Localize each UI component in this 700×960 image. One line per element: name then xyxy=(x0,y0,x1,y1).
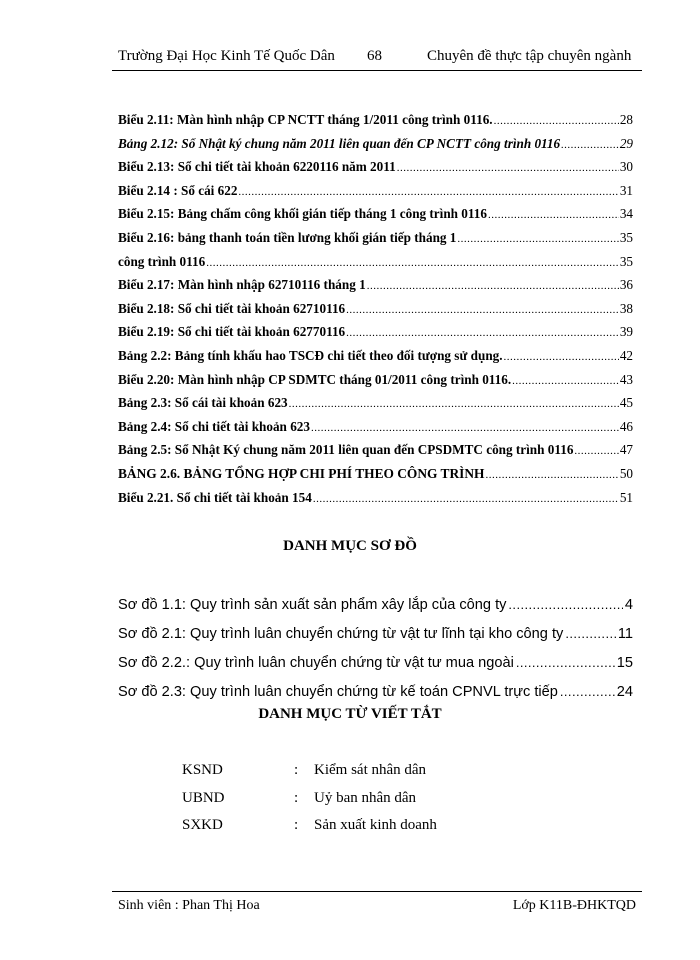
footer-divider xyxy=(112,891,642,892)
toc-entry: Biểu 2.16: bảng thanh toán tiền lương khối gián tiếp tháng 1 ..... 35 xyxy=(118,230,633,254)
abbreviation-row xyxy=(182,817,437,845)
toc-entry: Biểu 2.20: Màn hình nhập CP SDMTC tháng 01/2011 công trình 0116. ..... 43 xyxy=(118,372,633,396)
toc-entry: BẢNG 2.6. BẢNG TỔNG HỢP CHI PHÍ THEO CÔNG TRÌNH ..... 50 xyxy=(118,466,633,490)
diagram-entry: Sơ đồ 2.3: Quy trình luân chuyển chứng từ kế toán CPNVL trực tiếp ..... 24 xyxy=(118,684,633,713)
diagram-entry: Sơ đồ 2.2.: Quy trình luân chuyển chứng từ vật tư mua ngoài ..... 15 xyxy=(118,655,633,684)
abbreviation-meaning: Sản xuất kinh doanh xyxy=(314,817,437,833)
abbreviation-list-heading: DANH MỤC TỪ VIẾT TẮT xyxy=(258,706,442,722)
diagram-entry: Sơ đồ 2.1: Quy trình luân chuyển chứng từ vật tư lĩnh tại kho công ty ..... 11 xyxy=(118,626,633,655)
header-school: Trường Đại Học Kinh Tế Quốc Dân xyxy=(118,48,335,64)
toc-entry: Biểu 2.15: Bảng chấm công khối gián tiếp tháng 1 công trình 0116 ..... 34 xyxy=(118,206,633,230)
toc-entry: Biểu 2.18: Sổ chi tiết tài khoản 62710116 ..... 38 xyxy=(118,301,633,325)
toc-entry: Bảng 2.12: Sổ Nhật ký chung năm 2011 liên quan đến CP NCTT công trình 0116 ..... 29 xyxy=(118,136,633,160)
diagram-entry: Sơ đồ 1.1: Quy trình sản xuất sản phẩm xây lắp của công ty ..... 4 xyxy=(118,597,633,626)
page-header xyxy=(112,48,642,71)
toc-entry: Biểu 2.13: Sổ chi tiết tài khoản 6220116 năm 2011 ..... 30 xyxy=(118,159,633,183)
toc-entry: Bảng 2.4: Sổ chi tiết tài khoản 623 ..... 46 xyxy=(118,419,633,443)
toc-entry: Bảng 2.5: Sổ Nhật Ký chung năm 2011 liên quan đến CPSDMTC công trình 0116 ..... 47 xyxy=(118,442,633,466)
toc-entry: Biểu 2.14 : Sổ cái 622 ..... 31 xyxy=(118,183,633,207)
abbreviation-colon: : xyxy=(294,817,299,833)
toc-entry: công trình 0116 ..... 35 xyxy=(118,254,633,278)
abbreviation-code: UBND xyxy=(182,789,225,806)
abbreviation-list xyxy=(182,762,437,845)
abbreviation-colon: : xyxy=(294,789,299,806)
diagram-list xyxy=(118,597,633,713)
footer-student: Sinh viên : Phan Thị Hoa xyxy=(118,898,260,913)
abbreviation-code: KSND xyxy=(182,762,223,778)
footer-class: Lớp K11B-ĐHKTQD xyxy=(512,898,636,913)
abbreviation-meaning: Kiểm sát nhân dân xyxy=(314,762,427,778)
toc-entry: Biểu 2.21. Sổ chi tiết tài khoản 154 ..... 51 xyxy=(118,490,633,514)
abbreviation-meaning: Uỷ ban nhân dân xyxy=(314,789,417,806)
toc-entry: Bảng 2.3: Sổ cái tài khoản 623 ..... 45 xyxy=(118,395,633,419)
toc-entry: Biểu 2.11: Màn hình nhập CP NCTT tháng 1/2011 công trình 0116. ..... 28 xyxy=(118,112,633,136)
abbreviation-colon: : xyxy=(294,762,299,778)
diagram-list-heading: DANH MỤC SƠ ĐỒ xyxy=(283,538,417,554)
table-list xyxy=(118,112,633,513)
abbreviation-row xyxy=(182,762,437,790)
toc-entry: Biểu 2.19: Sổ chi tiết tài khoản 62770116 ..... 39 xyxy=(118,324,633,348)
abbreviation-code: SXKD xyxy=(182,817,223,833)
abbreviation-row xyxy=(182,790,437,818)
header-page-number: 68 xyxy=(367,48,382,64)
toc-entry: Biểu 2.17: Màn hình nhập 62710116 tháng 1 ..... 36 xyxy=(118,277,633,301)
header-topic: Chuyên đề thực tập chuyên ngành xyxy=(427,48,632,64)
toc-entry: Bảng 2.2: Bảng tính khấu hao TSCĐ chi tiết theo đối tượng sử dụng. ..... 42 xyxy=(118,348,633,372)
